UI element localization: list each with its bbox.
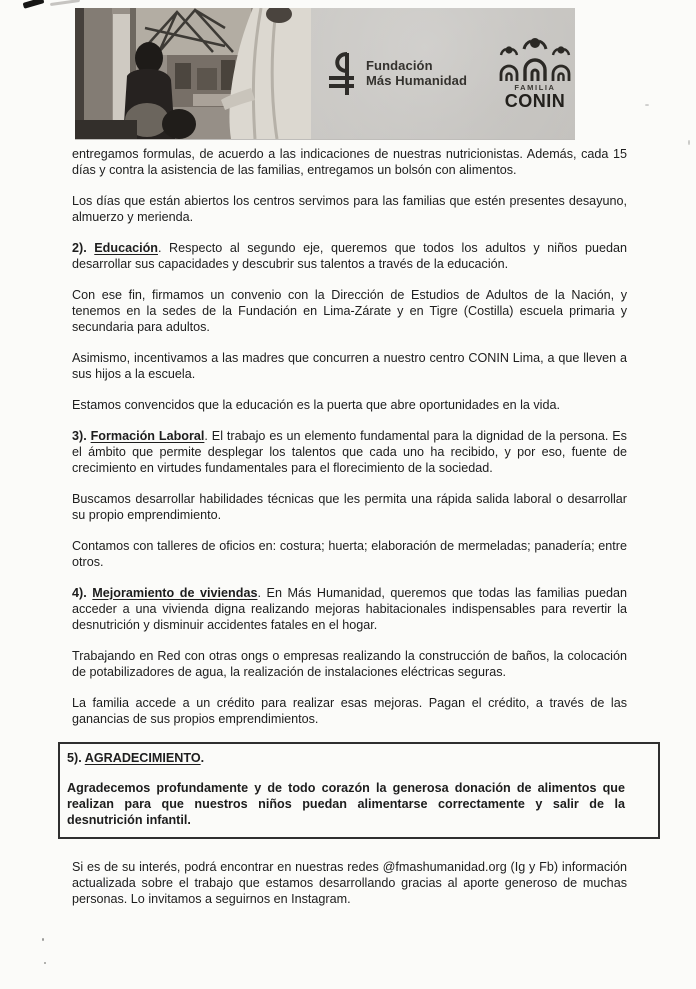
paragraph-text: . Respecto al segundo eje, queremos que todos los adultos y niños puedan desarrollar sus capacidades y descubrir sus talentos a través de la educación. — [72, 241, 627, 271]
paragraph-text: La familia accede a un crédito para realizar esas mejoras. Pagan el crédito, a través de las ganancias de sus propios emprendimientos. — [72, 696, 627, 726]
agradecimiento-box — [58, 742, 660, 839]
header-photo-illustration — [75, 8, 311, 139]
scan-speck — [645, 104, 649, 106]
paragraph-number: 4). — [72, 586, 93, 600]
fmh-wordmark — [366, 59, 467, 89]
familia-conin-logo — [497, 36, 573, 111]
paragraph-text: Estamos convencidos que la educación es la puerta que abre oportunidades en la vida. — [72, 398, 560, 412]
scan-artifact-smudge — [50, 0, 80, 6]
body-paragraph-educacion — [72, 240, 627, 272]
scan-speck — [42, 938, 44, 941]
paragraph-text: entregamos formulas, de acuerdo a las indicaciones de nuestras nutricionistas. Además, cada 15 días y contra la asistencia de las familias, entregamos un bolsón con alimentos. — [72, 147, 627, 177]
fmh-cross-icon — [327, 51, 357, 97]
paragraph-heading: Educación — [94, 241, 158, 255]
paragraph-text: . El trabajo es un elemento fundamental para la dignidad de la persona. Es el ámbito que permite desplegar los talentos que cada uno ha recibido, y por eso, fuente de crecimiento en virtudes fundamentales para el florecimiento de la sociedad. — [72, 429, 627, 475]
paragraph-text: Asimismo, incentivamos a las madres que concurren a nuestro centro CONIN Lima, a que lleven a sus hijos a la escuela. — [72, 351, 627, 381]
paragraph-text: . En Más Humanidad, queremos que todas las familias puedan acceder a una vivienda digna realizando mejoras habitacionales indispensables para revertir la desnutrición y disminuir accidentes fatales en el hogar. — [72, 586, 627, 632]
paragraph-text: Con ese fin, firmamos un convenio con la Dirección de Estudios de Adultos de la Nación, y tenemos en la sedes de la Fundación en Lima-Zárate y en Tigre (Costilla) escuela primaria y secundaria para adultos. — [72, 288, 627, 334]
paragraph-text: Los días que están abiertos los centros servimos para las familias que estén presentes desayuno, almuerzo y merienda. — [72, 194, 627, 224]
agradecimiento-title — [67, 750, 625, 766]
closing-paragraph: Si es de su interés, podrá encontrar en nuestras redes @fmashumanidad.org (Ig y Fb) información actualizada sobre el trabajo que estamos desarrollando gracias al aporte generoso de muchas personas. Lo invitamos a seguirnos en Instagram. — [72, 860, 627, 906]
agradecimiento-number: 5). — [67, 751, 85, 765]
scan-speck — [688, 140, 690, 145]
body-paragraph-mejoramiento-viviendas — [72, 585, 627, 633]
conin-label: CONIN — [504, 91, 566, 112]
scan-artifact-mark — [23, 0, 45, 9]
body-paragraph-2 — [72, 193, 627, 225]
body-paragraph-formacion-laboral — [72, 428, 627, 476]
body-paragraph-1 — [72, 146, 627, 178]
fundacion-mas-humanidad-logo — [327, 51, 467, 97]
body-paragraph-11 — [72, 648, 627, 680]
conin-figures-icon — [497, 36, 573, 82]
paragraph-heading: Mejoramiento de viviendas — [92, 586, 258, 600]
agradecimiento-body: Agradecemos profundamente y de todo corazón la generosa donación de alimentos que realizan para que nuestros niños puedan alimentarse correctamente y salir de la desnutrición infantil. — [67, 781, 625, 827]
agradecimiento-heading: AGRADECIMIENTO — [84, 751, 201, 765]
paragraph-heading: Formación Laboral — [90, 429, 205, 443]
body-paragraph-9 — [72, 538, 627, 570]
paragraph-text: Trabajando en Red con otras ongs o empresas realizando la construcción de baños, la colocación de potabilizadores de agua, la realización de instalaciones eléctricas seguras. — [72, 649, 627, 679]
agradecimiento-period: . — [200, 751, 205, 765]
document-body — [67, 146, 627, 922]
letterhead — [75, 8, 575, 139]
paragraph-text: Buscamos desarrollar habilidades técnicas que les permita una rápida salida laboral o desarrollar su propio emprendimiento. — [72, 492, 627, 522]
body-paragraph-6 — [72, 397, 627, 413]
paragraph-number: 3). — [72, 429, 91, 443]
fmh-line2: Más Humanidad — [366, 72, 467, 88]
body-paragraph-8 — [72, 491, 627, 523]
body-paragraph-4 — [72, 287, 627, 335]
letterhead-logos — [311, 8, 575, 139]
header-photo — [75, 8, 311, 139]
body-paragraph-12 — [72, 695, 627, 727]
fmh-line1: Fundación — [366, 57, 433, 73]
body-paragraph-5 — [72, 350, 627, 382]
scan-speck — [44, 962, 46, 964]
paragraph-number: 2). — [72, 241, 95, 255]
familia-label: FAMILIA — [514, 83, 556, 93]
paragraph-text: Contamos con talleres de oficios en: costura; huerta; elaboración de mermeladas; panadería; entre otros. — [72, 539, 627, 569]
